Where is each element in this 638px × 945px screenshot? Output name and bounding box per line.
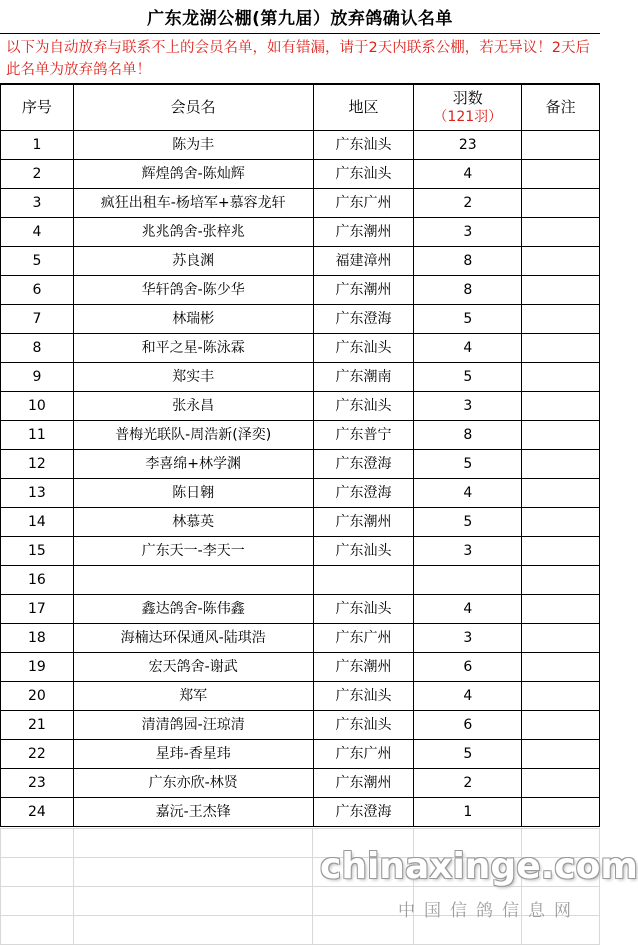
row-region: 广东澄海 [313,479,414,508]
table-row [1,131,600,160]
header-no: 序号 [1,85,74,131]
row-region: 广东潮州 [313,276,414,305]
row-count [414,566,522,595]
row-no: 10 [1,392,74,421]
table-row [1,682,600,711]
row-region: 广东汕头 [313,595,414,624]
row-count: 8 [414,247,522,276]
empty-cell [73,887,313,916]
row-count: 3 [414,537,522,566]
row-no: 15 [1,537,74,566]
row-note [522,305,600,334]
row-count: 5 [414,740,522,769]
row-region [313,566,414,595]
row-note [522,711,600,740]
table-row [1,392,600,421]
row-no: 7 [1,305,74,334]
row-note [522,189,600,218]
watermark-domain: chinaxinge.com [320,846,638,887]
row-count: 8 [414,276,522,305]
row-note [522,131,600,160]
row-region: 广东汕头 [313,131,414,160]
row-count: 4 [414,160,522,189]
row-member: 疯狂出租车-杨培军+慕容龙轩 [73,189,313,218]
row-member: 张永昌 [73,392,313,421]
row-no: 1 [1,131,74,160]
empty-cell [73,916,313,945]
row-no: 19 [1,653,74,682]
row-note [522,595,600,624]
row-no: 9 [1,363,74,392]
row-no: 13 [1,479,74,508]
row-region: 广东汕头 [313,537,414,566]
row-member: 陈为丰 [73,131,313,160]
row-note [522,218,600,247]
table-row [1,334,600,363]
row-region: 广东澄海 [313,450,414,479]
row-member: 普梅光联队-周浩新(泽奕) [73,421,313,450]
row-count: 6 [414,711,522,740]
row-no: 20 [1,682,74,711]
row-no: 8 [1,334,74,363]
row-no: 5 [1,247,74,276]
row-region: 福建漳州 [313,247,414,276]
row-count: 4 [414,479,522,508]
row-region: 广东潮州 [313,218,414,247]
row-member: 兆兆鸽舍-张梓兆 [73,218,313,247]
row-note [522,769,600,798]
row-member: 郑实丰 [73,363,313,392]
row-no: 12 [1,450,74,479]
row-region: 广东潮南 [313,363,414,392]
row-count: 4 [414,682,522,711]
table-row [1,769,600,798]
row-region: 广东汕头 [313,334,414,363]
table-row [1,218,600,247]
table-row [1,595,600,624]
row-note [522,392,600,421]
header-count-total: （121羽） [433,109,503,125]
row-member: 海楠达环保通风-陆琪浩 [73,624,313,653]
row-no: 24 [1,798,74,827]
row-note [522,508,600,537]
header-member: 会员名 [73,85,313,131]
row-note [522,450,600,479]
row-note [522,334,600,363]
row-count: 5 [414,305,522,334]
row-note [522,363,600,392]
table-row [1,740,600,769]
table-row [1,160,600,189]
row-member: 和平之星-陈泳霖 [73,334,313,363]
row-member: 鑫达鸽舍-陈伟鑫 [73,595,313,624]
table-row [1,305,600,334]
row-count: 5 [414,450,522,479]
row-note [522,798,600,827]
row-note [522,160,600,189]
row-note [522,479,600,508]
row-no: 21 [1,711,74,740]
table-row [1,624,600,653]
row-member: 广东天一-李天一 [73,537,313,566]
row-region: 广东潮州 [313,508,414,537]
row-region: 广东普宁 [313,421,414,450]
row-region: 广东汕头 [313,711,414,740]
table-row [1,653,600,682]
row-member: 陈日翱 [73,479,313,508]
row-count: 3 [414,218,522,247]
table-row [1,508,600,537]
table-row [1,363,600,392]
header-count [414,85,522,131]
row-note [522,740,600,769]
row-note [522,624,600,653]
row-count: 2 [414,189,522,218]
row-region: 广东汕头 [313,160,414,189]
table-row [1,247,600,276]
notice-text: 以下为自动放弃与联系不上的会员名单，如有错漏，请于2天内联系公棚，若无异议！2天后此名单为放弃鸽名单！ [0,34,600,84]
row-member: 林瑞彬 [73,305,313,334]
row-no: 23 [1,769,74,798]
watermark-site-name: 中国信鸽信息网 [398,901,580,921]
table-row [1,421,600,450]
row-count: 2 [414,769,522,798]
row-note [522,276,600,305]
row-no: 3 [1,189,74,218]
row-no: 2 [1,160,74,189]
table-row [1,711,600,740]
empty-cell [1,916,74,945]
row-member: 宏天鸽舍-谢武 [73,653,313,682]
row-note [522,247,600,276]
row-member: 李喜绵+林学渊 [73,450,313,479]
sheet-title: 广东龙湖公棚(第九届）放弃鸽确认名单 [0,0,600,34]
row-note [522,682,600,711]
table-row [1,566,600,595]
row-note [522,537,600,566]
row-member: 星玮-香星玮 [73,740,313,769]
row-region: 广东潮州 [313,653,414,682]
table-header-row [1,85,600,131]
row-count: 5 [414,508,522,537]
row-member [73,566,313,595]
row-note [522,421,600,450]
header-count-label: 羽数 [452,89,483,107]
row-member: 郑军 [73,682,313,711]
header-region: 地区 [313,85,414,131]
row-no: 16 [1,566,74,595]
member-table [0,84,600,827]
row-region: 广东广州 [313,189,414,218]
row-count: 3 [414,624,522,653]
row-member: 苏良渊 [73,247,313,276]
row-no: 14 [1,508,74,537]
header-note: 备注 [522,85,600,131]
row-region: 广东澄海 [313,305,414,334]
table-row [1,798,600,827]
row-no: 4 [1,218,74,247]
row-count: 3 [414,392,522,421]
row-note [522,566,600,595]
table-row [1,276,600,305]
empty-cell [1,887,74,916]
row-count: 1 [414,798,522,827]
row-count: 4 [414,595,522,624]
table-row [1,189,600,218]
row-no: 18 [1,624,74,653]
table-row [1,479,600,508]
row-member: 嘉沅-王杰锋 [73,798,313,827]
row-member: 华轩鸽舍-陈少华 [73,276,313,305]
row-no: 17 [1,595,74,624]
empty-cell [73,829,313,858]
row-count: 6 [414,653,522,682]
row-count: 4 [414,334,522,363]
table-row [1,537,600,566]
row-count: 8 [414,421,522,450]
row-member: 辉煌鸽舍-陈灿辉 [73,160,313,189]
row-region: 广东潮州 [313,769,414,798]
row-region: 广东澄海 [313,798,414,827]
empty-cell [1,829,74,858]
row-note [522,653,600,682]
empty-cell [73,858,313,887]
row-region: 广东汕头 [313,682,414,711]
row-region: 广东汕头 [313,392,414,421]
row-count: 5 [414,363,522,392]
table-row [1,450,600,479]
row-region: 广东广州 [313,740,414,769]
row-no: 11 [1,421,74,450]
row-member: 广东亦欣-林贤 [73,769,313,798]
row-member: 清清鸽园-汪琼清 [73,711,313,740]
row-count: 23 [414,131,522,160]
empty-cell [1,858,74,887]
row-no: 6 [1,276,74,305]
row-member: 林慕英 [73,508,313,537]
row-region: 广东广州 [313,624,414,653]
row-no: 22 [1,740,74,769]
